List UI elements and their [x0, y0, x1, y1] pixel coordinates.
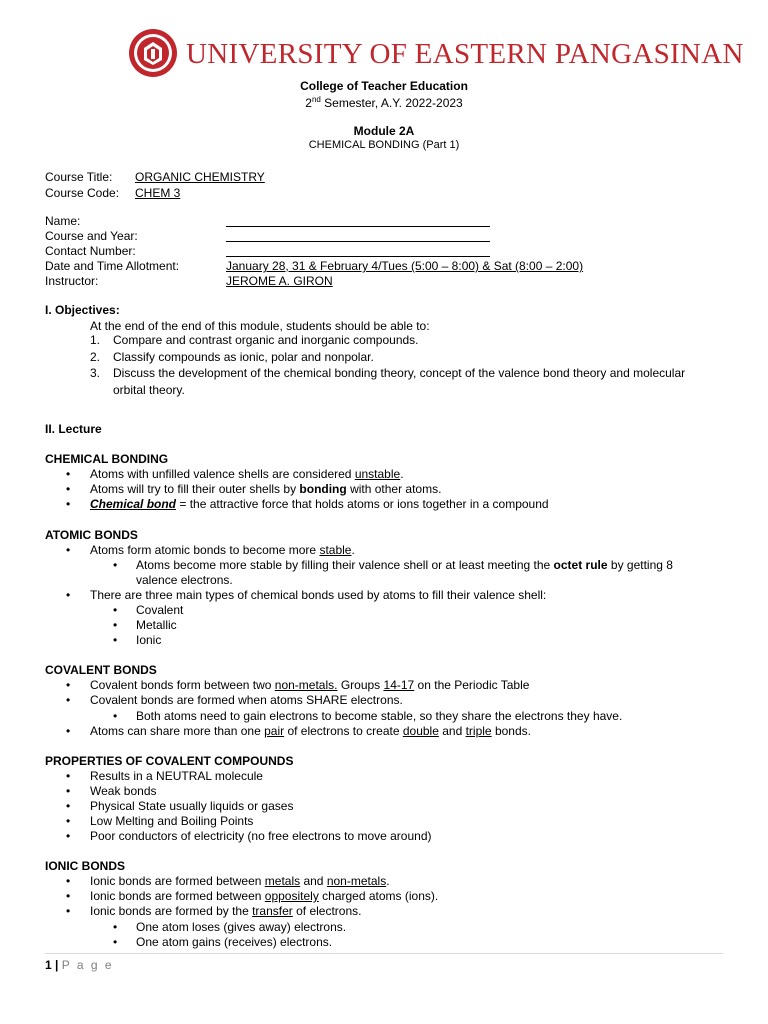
footer-separator: |: [55, 958, 59, 972]
atomic-bonds-heading: ATOMIC BONDS: [45, 528, 138, 542]
octet-rule-point: Atoms become more stable by filling their valence shell or at least meeting the octet rule by getting 8: [136, 558, 673, 572]
name-blank-line[interactable]: [226, 214, 490, 227]
date-time-label: Date and Time Allotment:: [45, 259, 180, 273]
property-item: Physical State usually liquids or gases: [90, 799, 294, 813]
bullet-icon: •: [66, 799, 71, 813]
objectives-heading: I. Objectives:: [45, 303, 120, 317]
bullet-icon: •: [66, 678, 71, 692]
bullet-icon: •: [66, 904, 71, 918]
bullet-icon: •: [66, 814, 71, 828]
bullet-icon: •: [66, 497, 71, 511]
module-subtitle: CHEMICAL BONDING (Part 1): [308, 139, 460, 151]
property-item: Results in a NEUTRAL molecule: [90, 769, 263, 783]
semester-line: 2nd Semester, A.Y. 2022-2023: [305, 95, 463, 110]
objective-item: 2.: [90, 350, 101, 364]
bullet-icon: •: [66, 543, 71, 557]
covalent-point-3: Atoms can share more than one pair of electrons to create double and triple bonds.: [90, 724, 531, 738]
ionic-bonds-heading: IONIC BONDS: [45, 859, 126, 873]
lecture-heading: II. Lecture: [45, 422, 102, 436]
course-title-label: Course Title:: [45, 170, 113, 184]
bullet-icon: •: [66, 784, 71, 798]
university-seal-icon: [128, 28, 178, 78]
bullet-icon: •: [113, 920, 118, 934]
property-item: Low Melting and Boiling Points: [90, 814, 254, 828]
instructor-label: Instructor:: [45, 274, 99, 288]
bullet-icon: •: [113, 633, 118, 647]
bullet-icon: •: [66, 588, 71, 602]
date-time-value: January 28, 31 & February 4/Tues (5:00 – 8:00) & Sat (8:00 – 2:00): [226, 259, 584, 273]
bullet-icon: •: [113, 618, 118, 632]
bond-type-item: Metallic: [136, 618, 177, 632]
objective-text: Compare and contrast organic and inorganic compounds.: [113, 333, 419, 347]
property-item: Weak bonds: [90, 784, 157, 798]
ionic-subpoint: One atom gains (receives) electrons.: [136, 935, 333, 949]
objective-item: 3.: [90, 366, 101, 380]
bullet-icon: •: [66, 482, 71, 496]
page-footer: [45, 958, 114, 972]
bullet-icon: •: [66, 874, 71, 888]
college-name: College of Teacher Education: [300, 79, 468, 93]
ionic-point-1: Ionic bonds are formed between metals and non-metals.: [90, 874, 390, 888]
objective-text: Classify compounds as ionic, polar and nonpolar.: [113, 350, 374, 364]
chemical-bonding-point-1: Atoms with unfilled valence shells are considered unstable.: [90, 467, 404, 481]
bullet-icon: •: [66, 829, 71, 843]
objective-text-continued: orbital theory.: [113, 383, 185, 397]
objective-item: 1.: [90, 333, 101, 347]
university-name: UNIVERSITY OF EASTERN PANGASINAN: [186, 38, 744, 70]
bullet-icon: •: [113, 603, 118, 617]
bullet-icon: •: [113, 935, 118, 949]
chemical-bonding-heading: CHEMICAL BONDING: [45, 452, 169, 466]
chemical-bond-definition: Chemical bond = the attractive force that holds atoms or ions together in a compound: [90, 497, 549, 511]
bullet-icon: •: [66, 467, 71, 481]
course-year-blank-line[interactable]: [226, 229, 490, 242]
bullet-icon: •: [66, 724, 71, 738]
page-word: P a g e: [61, 958, 114, 972]
bullet-icon: •: [66, 769, 71, 783]
bullet-icon: •: [66, 693, 71, 707]
covalent-properties-heading: PROPERTIES OF COVALENT COMPOUNDS: [45, 754, 294, 768]
course-code-value: CHEM 3: [135, 186, 181, 200]
bond-type-item: Ionic: [136, 633, 162, 647]
bond-type-item: Covalent: [136, 603, 184, 617]
course-year-label: Course and Year:: [45, 229, 138, 243]
course-title-row: [45, 170, 265, 184]
property-item: Poor conductors of electricity (no free electrons to move around): [90, 829, 432, 843]
contact-number-label: Contact Number:: [45, 244, 136, 258]
module-title: Module 2A: [353, 124, 415, 138]
covalent-point-2: Covalent bonds are formed when atoms SHARE electrons.: [90, 693, 403, 707]
page-number: 1: [45, 958, 52, 972]
bullet-icon: •: [66, 889, 71, 903]
contact-number-blank-line[interactable]: [226, 244, 490, 257]
footer-divider: [45, 953, 723, 954]
chemical-bonding-point-2: Atoms will try to fill their outer shells by bonding with other atoms.: [90, 482, 442, 496]
course-code-row: [45, 186, 181, 200]
course-title-value: ORGANIC CHEMISTRY: [135, 170, 265, 184]
covalent-bonds-heading: COVALENT BONDS: [45, 663, 157, 677]
ionic-point-3: Ionic bonds are formed by the transfer of electrons.: [90, 904, 362, 918]
ionic-subpoint: One atom loses (gives away) electrons.: [136, 920, 347, 934]
course-code-label: Course Code:: [45, 186, 120, 200]
ionic-point-2: Ionic bonds are formed between oppositely charged atoms (ions).: [90, 889, 439, 903]
covalent-subpoint: Both atoms need to gain electrons to become stable, so they share the electrons they have.: [136, 709, 623, 723]
objectives-intro: At the end of the end of this module, students should be able to:: [90, 319, 430, 333]
instructor-value: JEROME A. GIRON: [226, 274, 333, 288]
covalent-point-1: Covalent bonds form between two non-metals. Groups 14-17 on the Periodic Table: [90, 678, 530, 692]
objective-text: Discuss the development of the chemical bonding theory, concept of the valence bond theory and molecular: [113, 366, 686, 380]
name-label: Name:: [45, 214, 81, 228]
university-header: [128, 28, 744, 78]
atomic-bonds-point-2: There are three main types of chemical bonds used by atoms to fill their valence shell:: [90, 588, 547, 602]
bullet-icon: •: [113, 709, 118, 723]
atomic-bonds-point-1: Atoms form atomic bonds to become more stable.: [90, 543, 355, 557]
bullet-icon: •: [113, 558, 118, 572]
octet-rule-point-continued: valence electrons.: [136, 573, 233, 587]
